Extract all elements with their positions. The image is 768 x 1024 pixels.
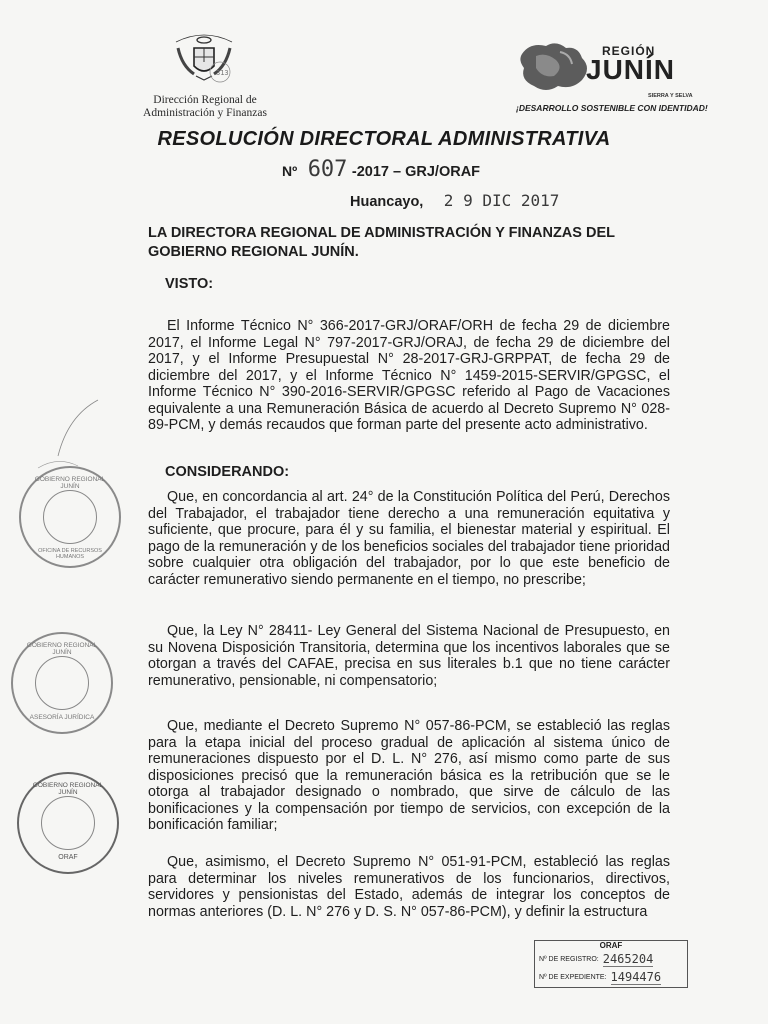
authority-heading: LA DIRECTORA REGIONAL DE ADMINISTRACIÓN Y FINANZAS DEL GOBIERNO REGIONAL JUNÍN. bbox=[148, 225, 615, 260]
seal-oraf-bottom: ORAF bbox=[58, 854, 78, 861]
visto-paragraph: El Informe Técnico N° 366-2017-GRJ/ORAF/ORH de fecha 29 de diciembre 2017, el Informe Legal N° 797-2017-GRJ/ORAJ, de fecha 29 de diciembre del 2017, y el Informe Presupuestal N° 28-2017-GRJ-GRPPAT, de fecha 29 de diciembre del 2017, y el Informe Técnico N° 1459-2015-SERVIR/GPGSC, el Informe Técnico N° 390-2016-SERVIR/GPGSC referido al Pago de Vacaciones equivalente a una Remuneración Básica de acuerdo al Decreto Supremo N° 028-89-PCM, y demás recaudos que forman parte del presente acto administrativo. bbox=[148, 318, 670, 433]
coat-of-arms-logo bbox=[168, 26, 240, 92]
considerando-paragraph-1: Que, en concordancia al art. 24° de la Constitución Política del Perú, Derechos del Trabajador, el trabajador tiene derecho a una remuneración equitativa y suficiente, que procure, para él y su familia, el bienestar material y espiritual. El pago de la remuneración y de los beneficios sociales del trabajador tiene prioridad sobre cualquier otra obligación del trabajador, por lo que este beneficio de carácter remunerativo siendo permanente en el tiempo, no prescribe; bbox=[148, 489, 670, 588]
expediente-row bbox=[535, 968, 687, 987]
agency-line-1: Dirección Regional de bbox=[153, 94, 257, 106]
expediente-value: 1494476 bbox=[610, 970, 662, 984]
seal-rrhh-top: GOBIERNO REGIONAL JUNÍN bbox=[34, 476, 106, 490]
registro-row bbox=[535, 951, 687, 968]
svg-text:313: 313 bbox=[216, 69, 229, 77]
considerando-heading: CONSIDERANDO: bbox=[165, 464, 290, 480]
seal-stamp-oraf bbox=[17, 772, 119, 874]
stamped-date: 2 9 DIC 2017 bbox=[443, 191, 560, 210]
place-date bbox=[350, 191, 559, 211]
seal-stamp-rrhh bbox=[19, 466, 121, 568]
number-handwritten: 607 bbox=[307, 157, 348, 182]
region-slogan: ¡DESARROLLO SOSTENIBLE CON IDENTIDAD! bbox=[516, 103, 708, 113]
expediente-label: Nº DE EXPEDIENTE: bbox=[539, 974, 607, 981]
seal-oraf-top: GOBIERNO REGIONAL JUNÍN bbox=[32, 782, 104, 796]
registry-box-title: ORAF bbox=[599, 941, 623, 950]
seal-legal-bottom: ASESORÍA JURÍDICA bbox=[29, 714, 95, 721]
considerando-paragraph-4: Que, asimismo, el Decreto Supremo N° 051-91-PCM, estableció las reglas para determinar los niveles remunerativos de los funcionarios, directivos, servidores y pensionistas del Estado, además de integrar los conceptos de normas anteriores (D. L. N° 276 y D. S. N° 057-86-PCM), y definir la estructura bbox=[148, 854, 670, 920]
registro-label: Nº DE REGISTRO: bbox=[539, 956, 599, 963]
region-logo-word1: REGIÓN bbox=[602, 44, 656, 58]
place: Huancayo, bbox=[350, 194, 424, 210]
region-logo-word2: JUNÍN bbox=[586, 54, 676, 85]
document-title: RESOLUCIÓN DIRECTORAL ADMINISTRATIVA bbox=[157, 128, 611, 150]
considerando-paragraph-2: Que, la Ley N° 28411- Ley General del Sistema Nacional de Presupuesto, en su Novena Disposición Transitoria, determina que los incentivos laborales que se otorgan a través del CAFAE, precisa en sus literales b.1 que no tiene carácter remunerativo, pensionable, ni compensatorio; bbox=[148, 623, 670, 689]
agency-line-2: Administración y Finanzas bbox=[143, 107, 267, 119]
seal-rrhh-bottom: OFICINA DE RECURSOS HUMANOS bbox=[38, 548, 102, 560]
visto-heading: VISTO: bbox=[165, 276, 214, 292]
agency-name bbox=[120, 94, 290, 120]
resolution-number bbox=[282, 157, 480, 182]
registry-box bbox=[534, 940, 688, 988]
considerando-paragraph-3: Que, mediante el Decreto Supremo N° 057-86-PCM, se estableció las reglas para la etapa inicial del proceso gradual de aplicación al sistema único de remuneraciones dispuesto por el D. L. N° 276, así mismo como parte de sus disposiciones precisó que la remuneración básica es la retribución que se le otorga al trabajador designado o nombrado, que sirve de cálculo de las bonificaciones y la compensación por tiempo de servicios, con excepción de la bonificación familiar; bbox=[148, 718, 670, 833]
signature-marks bbox=[28, 396, 108, 476]
registro-value: 2465204 bbox=[602, 952, 654, 966]
seal-legal-top: GOBIERNO REGIONAL JUNÍN bbox=[26, 642, 98, 656]
number-suffix: -2017 – GRJ/ORAF bbox=[351, 164, 481, 180]
region-logo-small: SIERRA Y SELVA bbox=[648, 93, 693, 99]
seal-stamp-legal bbox=[11, 632, 113, 734]
number-prefix: Nº bbox=[282, 163, 298, 179]
